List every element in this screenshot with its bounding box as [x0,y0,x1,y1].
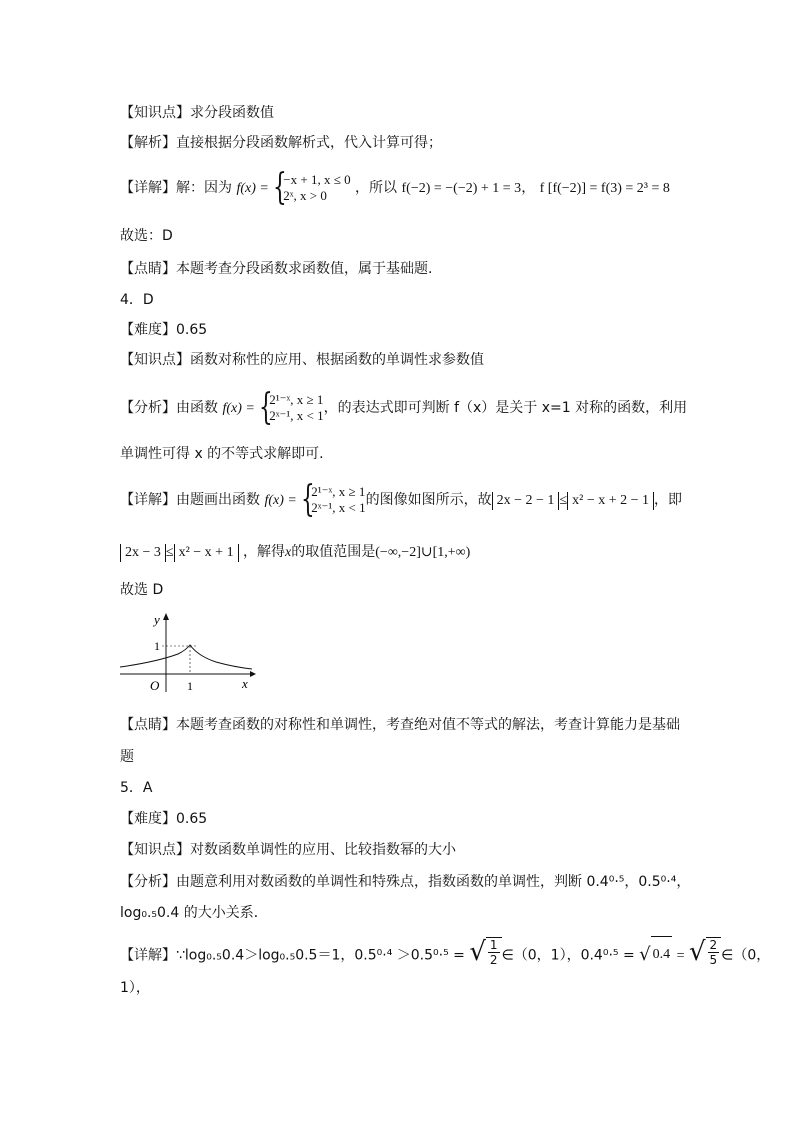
equation: f [f(−2)] = f(3) = 2³ = 8 [539,181,670,196]
q4-difficulty [120,320,207,340]
text: 由函数 [176,400,218,416]
radicand: 0.4 [651,936,673,973]
abs-expr: x² − x + 2 − 1 [567,492,654,510]
piecewise [259,387,324,428]
x-label: x [242,676,248,691]
piecewise [301,479,366,520]
q4-comment-cont: 题 [120,749,134,765]
equals: = [676,948,685,964]
q5-detail [120,936,770,975]
text: 对数函数单调性的应用、比较指数幂的大小 [190,842,456,858]
text: 由题画出函数 [176,492,260,508]
fraction [706,937,722,967]
q4-heading: 4．D [120,292,154,308]
sqrt-fraction [469,937,501,967]
text: 本题考查函数的对称性和单调性，考查绝对值不等式的解法，考查计算能力是基础 [176,717,680,733]
sqrt-icon: √ [639,943,651,965]
value: 0.65 [176,322,208,338]
sqrt-icon: √ [688,936,706,967]
brace-icon: { [273,167,288,208]
label: 【难度】 [120,322,176,338]
q3-knowledge-point [120,103,274,123]
q5-knowledge-point [120,840,456,860]
label: 【详解】 [120,947,176,964]
sqrt-icon: √ [469,936,486,967]
label: 【分析】 [120,874,176,890]
text: ∵log₀.₅0.4＞log₀.₅0.5＝1，0.5⁰·⁴ ＞0.5⁰·⁵ = [176,947,465,964]
label: 【知识点】 [120,352,190,368]
q4-knowledge-point [120,350,484,370]
function-name: f(x) = [222,401,255,416]
text: 解：因为 [176,180,232,196]
origin-label: O [150,678,160,693]
q5-analysis [120,872,690,892]
denominator: 2 [489,952,498,967]
case-1: 2¹⁻ˣ, x ≥ 1 [269,392,324,407]
text: 直接根据分段函数解析式，代入计算可得； [176,135,442,151]
numerator: 2 [709,937,718,952]
sqrt [639,936,672,973]
le-sign: ≤ [165,545,174,560]
value: 0.65 [176,811,208,827]
abs-expr: 2x − 2 − 1 [492,492,560,510]
q4-detail [120,479,683,520]
function-graph [116,612,256,694]
curve [120,645,252,669]
text: 函数对称性的应用、根据函数的单调性求参数值 [190,352,484,368]
q5-detail-cont: 1）， [120,980,150,996]
text: ， [521,180,536,196]
label: 【分析】 [120,400,176,416]
function-name: f(x) = [236,181,269,196]
label: 【知识点】 [120,105,190,121]
q5-analysis-cont: log₀.₅0.4 的大小关系． [120,905,268,921]
y-arrow-icon [163,613,169,620]
case-2: 2ˣ⁻¹, x < 1 [269,408,324,423]
equation: f(−2) = −(−2) + 1 = 3 [401,181,522,196]
q3-comment [120,259,432,279]
text: 的取值范围是 [291,544,376,560]
brace-icon: { [301,479,316,520]
case-2: 2ˣ⁻¹, x < 1 [311,500,366,515]
x-arrow-icon [250,671,256,677]
text: 求分段函数值 [190,105,274,121]
abs-expr: x² − x + 1 [174,544,239,562]
text: ∈（0， [721,947,771,964]
q4-analysis-cont: 单调性可得 x 的不等式求解即可. [120,446,324,462]
q3-detail [120,167,670,208]
text: 本题考查分段函数求函数值，属于基础题. [176,261,433,277]
text: 的图像如图所示，故 [365,492,492,508]
le-sign: ≤ [559,493,568,508]
text: 由题意利用对数函数的单调性和特殊点，指数函数的单调性，判断 0.4⁰·⁵，0.5⁰·⁴， [176,874,691,890]
text: ，的表达式即可判断 f（x）是关于 x=1 对称的函数，利用 [323,400,688,416]
text: ∈（0，1），0.4⁰·⁵ = [501,947,635,964]
label: 【详解】 [120,492,176,508]
label: 【点睛】 [120,717,176,733]
label: 【难度】 [120,811,176,827]
function-name: f(x) = [264,493,297,508]
y-label: y [154,612,160,627]
piecewise [273,167,351,208]
abs-expr: 2x − 3 [120,544,166,562]
q5-difficulty [120,809,207,829]
y-tick-label: 1 [154,639,160,653]
brace-icon: { [259,387,274,428]
q3-analysis [120,133,442,153]
text: ，所以 [355,180,398,196]
text: ，即 [654,492,683,508]
q4-detail-cont [120,542,470,563]
numerator: 1 [489,937,498,952]
case-1: 2¹⁻ˣ, x ≥ 1 [311,484,366,499]
q4-comment [120,715,680,735]
case-2: 2ˣ, x > 0 [283,188,327,203]
label: 【详解】 [120,180,176,196]
label: 【解析】 [120,135,176,151]
range: (−∞,−2]∪[1,+∞) [375,545,471,560]
fraction [486,937,502,967]
label: 【知识点】 [120,842,190,858]
q4-analysis [120,387,688,428]
denominator: 5 [709,952,718,967]
label: 【点睛】 [120,261,176,277]
sqrt-fraction [689,937,721,967]
case-1: −x + 1, x ≤ 0 [283,172,351,187]
q3-answer: 故选：D [120,228,173,244]
x-tick-label: 1 [187,679,193,693]
text: ，解得 [243,544,286,560]
variable: x [285,545,292,560]
q5-heading: 5．A [120,780,153,796]
q4-answer: 故选 D [120,582,164,598]
